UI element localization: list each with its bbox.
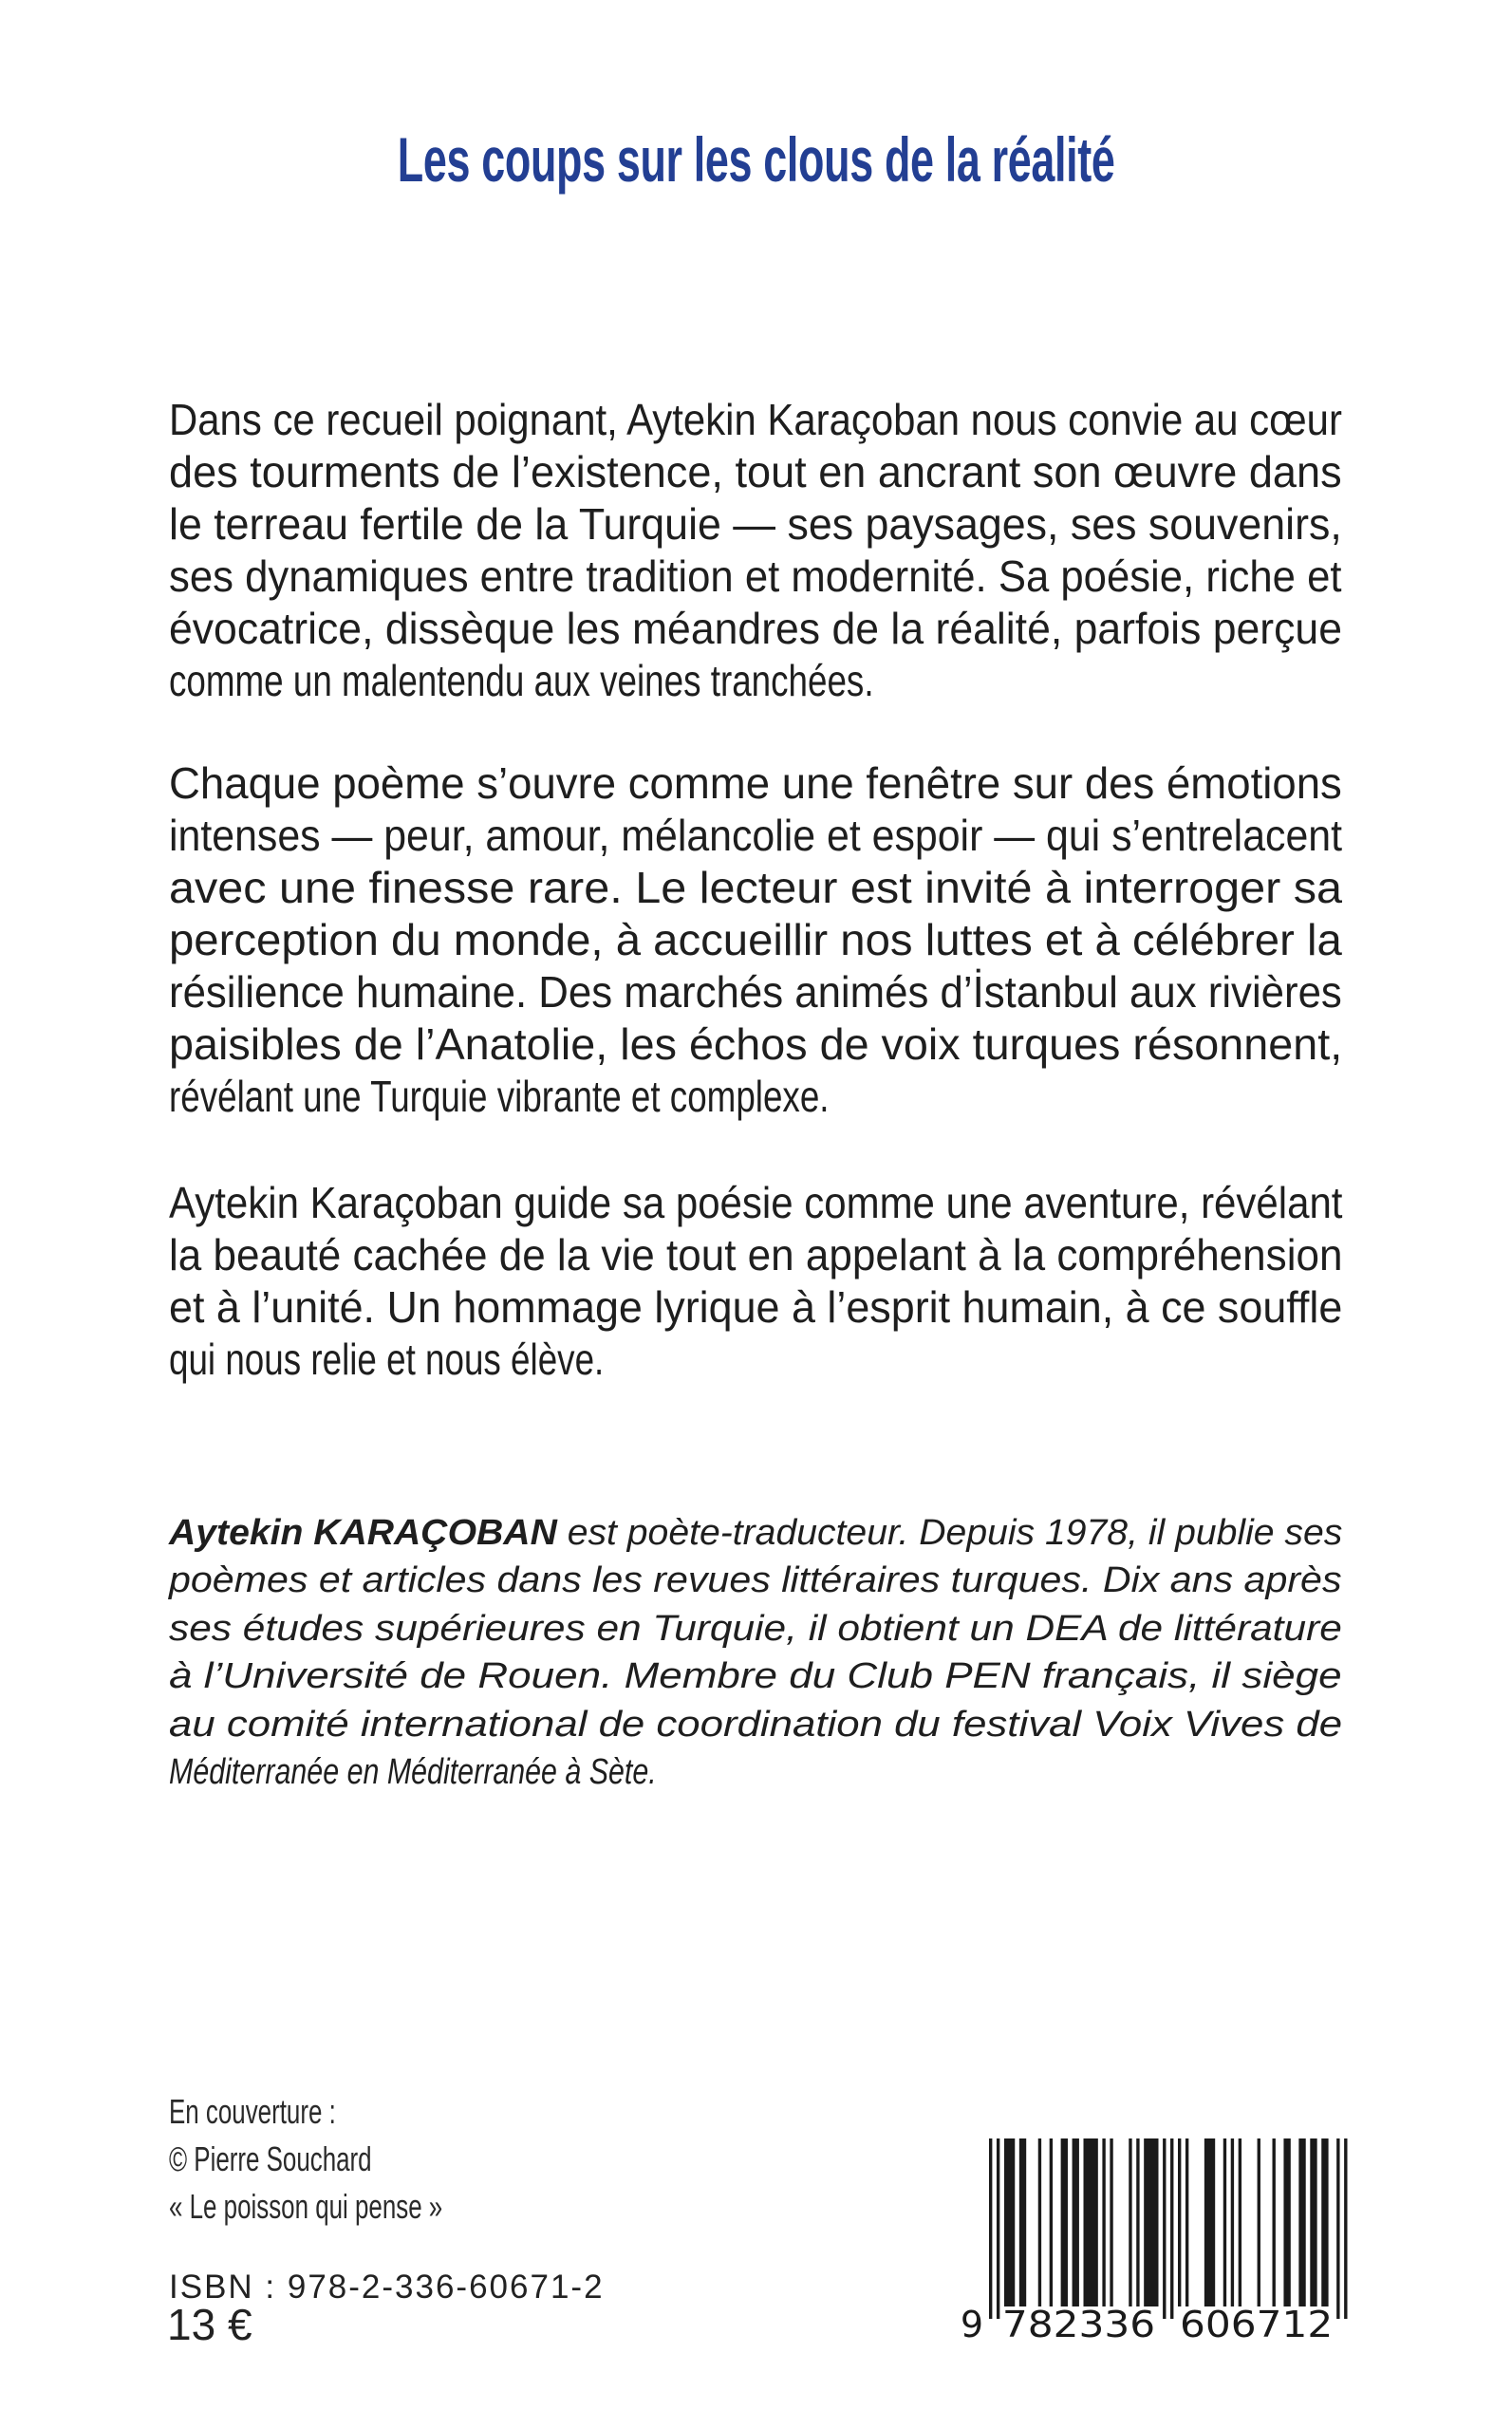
credit-line: © Pierre Souchard	[169, 2139, 372, 2178]
author-name: Aytekin KARAÇOBAN	[169, 1513, 557, 1553]
text-line: révélant une Turquie vibrante et complexe.	[169, 1072, 830, 1121]
text-line: intenses — peur, amour, mélancolie et espoir — qui s’entrelacent	[169, 811, 1343, 860]
author-bio	[169, 1509, 1342, 1796]
text-line: le terreau fertile de la Turquie — ses paysages, ses souvenirs,	[169, 499, 1342, 549]
text-line: perception du monde, à accueillir nos luttes et à célébrer la	[169, 915, 1342, 964]
text-line: évocatrice, dissèque les méandres de la réalité, parfois perçue	[169, 604, 1342, 653]
description-paragraph-1	[169, 394, 1342, 707]
price: 13 €	[167, 2300, 252, 2349]
barcode-icon	[959, 2138, 1357, 2357]
credit-line: En couverture :	[169, 2092, 336, 2131]
text-line: Dans ce recueil poignant, Aytekin Karaçoban nous convie au cœur	[169, 395, 1342, 444]
text-line: des tourments de l’existence, tout en ancrant son œuvre dans	[169, 447, 1342, 496]
text-line: paisibles de l’Anatolie, les échos de voix turques résonnent,	[169, 1019, 1343, 1069]
credit-line: « Le poisson qui pense »	[169, 2187, 443, 2226]
description-paragraph-2	[169, 757, 1342, 1123]
book-title	[0, 121, 1512, 197]
text-line: qui nous relie et nous élève.	[169, 1335, 605, 1384]
bio-line: poèmes et articles dans les revues littéraires turques. Dix ans après	[169, 1560, 1342, 1601]
ean13-barcode	[959, 2138, 1357, 2357]
bio-line: Aytekin KARAÇOBAN est poète-traducteur. Depuis 1978, il publie ses	[169, 1513, 1343, 1553]
text-line: Aytekin Karaçoban guide sa poésie comme une aventure, révélant	[169, 1178, 1343, 1227]
text-line: la beauté cachée de la vie tout en appelant à la compréhension	[169, 1230, 1343, 1279]
bio-line: ses études supérieures en Turquie, il obtient un DEA de littérature	[169, 1608, 1342, 1649]
text-line: et à l’unité. Un hommage lyrique à l’esprit humain, à ce souffle	[169, 1282, 1343, 1332]
bio-line: Méditerranée en Méditerranée à Sète.	[169, 1751, 657, 1792]
text-line: ses dynamiques entre tradition et modernité. Sa poésie, riche et	[169, 551, 1342, 601]
svg-text:9: 9	[960, 2304, 984, 2345]
text-line: comme un malentendu aux veines tranchées.	[169, 656, 874, 705]
isbn: ISBN : 978-2-336-60671-2	[169, 2269, 605, 2306]
text-line: Chaque poème s’ouvre comme une fenêtre sur des émotions	[169, 758, 1342, 808]
bio-line: au comité international de coordination du festival Voix Vives de	[169, 1704, 1343, 1745]
svg-text:782336: 782336	[1001, 2304, 1156, 2345]
cover-credits	[169, 2088, 738, 2231]
text-line: résilience humaine. Des marchés animés d’İstanbul aux rivières	[169, 967, 1342, 1017]
svg-text:606712: 606712	[1180, 2304, 1334, 2345]
book-title-text: Les coups sur les clous de la réalité	[397, 124, 1115, 195]
text-line: avec une finesse rare. Le lecteur est invité à interroger sa	[169, 863, 1343, 912]
description-paragraph-3	[169, 1177, 1342, 1386]
bio-line: à l’Université de Rouen. Membre du Club PEN français, il siège	[169, 1656, 1342, 1697]
